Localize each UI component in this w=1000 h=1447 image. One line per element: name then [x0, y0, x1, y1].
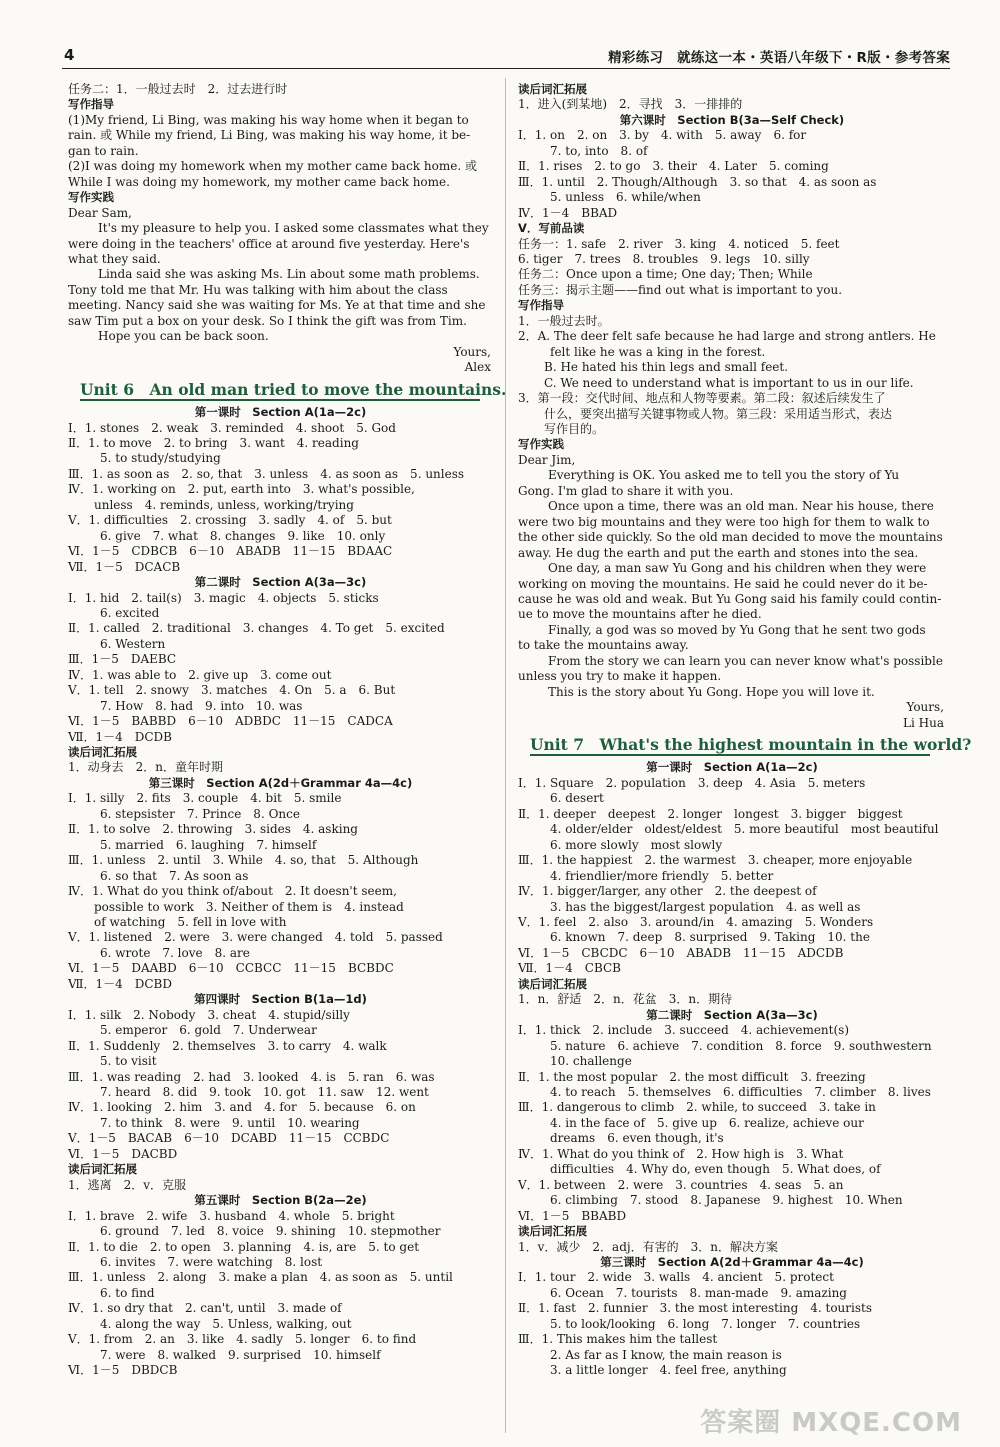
answer-line: Ⅲ．1. dangerous to climb 2. while, to succeed 3. take in — [518, 1100, 876, 1115]
answer-line: Ⅵ．1－5 CBCDC 6－10 ABADB 11－15 ADCDB — [518, 945, 844, 960]
answer-line: meeting. Nancy said she was waiting for Ms. Ye at that time and she — [68, 298, 486, 313]
answer-line: Ⅶ．1－4 CBCB — [518, 961, 621, 976]
answer-line: 1．一般过去时。 — [518, 313, 610, 328]
section-heading: 读后词汇拓展 — [68, 745, 137, 760]
answer-line: 1．n．舒适 2．n．花盆 3．n．期待 — [518, 992, 733, 1007]
answer-line: Linda said she was asking Ms. Lin about some math problems. — [98, 267, 480, 282]
answer-line: away. He dug the earth and put the earth and stones into the sea. — [518, 545, 919, 560]
section-heading: 读后词汇拓展 — [518, 976, 587, 991]
answer-line: Ⅵ．1－5 BABBD 6－10 ADBDC 11－15 CADCA — [68, 714, 393, 729]
answer-line: dreams 6. even though, it's — [550, 1131, 724, 1146]
answer-line: the other side quickly. So the old man decided to move the mountains — [518, 530, 943, 545]
answer-line: Ⅰ．1. thick 2. include 3. succeed 4. achievement(s) — [518, 1023, 850, 1038]
answer-line: 什么，要突出描写关键事物或人物。第三段：采用适当形式，表达 — [544, 406, 893, 421]
column-divider — [505, 78, 506, 1433]
answer-line: 任务一：1. safe 2. river 3. king 4. noticed 5. feet — [518, 236, 840, 251]
answer-line: Ⅲ．1－5 DAEBC — [68, 652, 177, 667]
answer-line: Ⅴ．1. between 2. were 3. countries 4. seas 5. an — [518, 1177, 844, 1192]
answer-line: B. He hated his thin legs and small feet. — [544, 360, 789, 375]
section-heading: 写作指导 — [518, 298, 564, 313]
answer-line: 6. give 7. what 8. changes 9. like 10. only — [100, 528, 386, 543]
answer-line: 7. were 8. walked 9. surprised 10. himself — [100, 1347, 381, 1362]
answer-line: Ⅲ．1. the happiest 2. the warmest 3. cheaper, more enjoyable — [518, 853, 913, 868]
answer-line: Ⅳ．1－4 BBAD — [518, 205, 618, 220]
answer-line: 6. Western — [100, 636, 166, 651]
section-heading: 写作实践 — [68, 190, 114, 205]
answer-line: Hope you can be back soon. — [98, 329, 269, 344]
page-number: 4 — [64, 46, 75, 64]
answer-line: Everything is OK. You asked me to tell you the story of Yu — [548, 468, 900, 483]
section-heading: 读后词汇拓展 — [518, 1224, 587, 1239]
section-heading: 写作指导 — [68, 97, 114, 112]
answer-line: Ⅴ．1. listened 2. were 3. were changed 4. told 5. passed — [68, 930, 443, 945]
answer-line: difficulties 4. Why do, even though 5. What does, of — [550, 1162, 881, 1177]
answer-line: 5. unless 6. while/when — [550, 190, 701, 205]
unit-heading: Unit 6 An old man tried to move the mountains. — [80, 382, 480, 401]
answer-line: 4. in the face of 5. give up 6. realize, achieve our — [550, 1115, 864, 1130]
answer-line: 6. ground 7. led 8. voice 9. shining 10. stepmother — [100, 1224, 441, 1239]
answer-line: Ⅳ．1. What do you think of 2. How high is 3. What — [518, 1146, 844, 1161]
answer-line: Ⅱ．1. deeper deepest 2. longer longest 3. bigger biggest — [518, 806, 903, 821]
answer-line: Ⅱ．1. to die 2. to open 3. planning 4. is, are 5. to get — [68, 1239, 420, 1254]
answer-line: Li Hua — [903, 715, 944, 730]
answer-line: From the story we can learn you can never know what's possible — [548, 653, 943, 668]
answer-line: felt like he was a king in the forest. — [550, 344, 766, 359]
answer-line: Ⅲ．1. This makes him the tallest — [518, 1332, 718, 1347]
answer-line: 任务三：揭示主题——find out what is important to you. — [518, 282, 843, 297]
answer-line: 5. nature 6. achieve 7. condition 8. force 9. southwestern — [550, 1038, 932, 1053]
watermark-logo: 答案圈 MXQE.COM — [700, 1408, 962, 1438]
answer-line: 6. wrote 7. love 8. are — [100, 945, 250, 960]
answer-line: Ⅳ．1. What do you think of/about 2. It doesn't seem, — [68, 884, 397, 899]
answer-line: Ⅱ．1. rises 2. to go 3. their 4. Later 5. coming — [518, 159, 829, 174]
answer-line: Ⅳ．1. looking 2. him 3. and 4. for 5. because 6. on — [68, 1100, 416, 1115]
unit-heading: Unit 7 What's the highest mountain in the world? — [530, 737, 930, 756]
answer-line: It's my pleasure to help you. I asked some classmates what they — [98, 221, 489, 236]
answer-line: Ⅲ．1. unless 2. along 3. make a plan 4. as soon as 5. until — [68, 1270, 453, 1285]
answer-line: Ⅵ．1－5 DAABD 6－10 CCBCC 11－15 BCBDC — [68, 961, 394, 976]
lesson-heading: 第六课时 Section B(3a—Self Check) — [619, 112, 845, 127]
answer-line: 5. to study/studying — [100, 451, 221, 466]
answer-line: Ⅰ．1. silk 2. Nobody 3. cheat 4. stupid/silly — [68, 1007, 350, 1022]
answer-line: Ⅰ．1. stones 2. weak 3. reminded 4. shoot 5. God — [68, 420, 396, 435]
page-header — [0, 0, 1000, 70]
answer-line: 3．第一段：交代时间、地点和人物等要素。第二段：叙述后续发生了 — [518, 391, 886, 406]
answer-line: (2)I was doing my homework when my mother came back home. 或 — [68, 159, 477, 174]
answer-line: Once upon a time, there was an old man. Near his house, there — [548, 499, 934, 514]
answer-line: 4. along the way 5. Unless, walking, out — [100, 1316, 352, 1331]
answer-line: of watching 5. fell in love with — [94, 915, 287, 930]
answer-line: unless you try to make it happen. — [518, 669, 722, 684]
answer-line: 2．A. The deer felt safe because he had large and strong antlers. He — [518, 329, 936, 344]
answer-line: Ⅲ．1. as soon as 2. so, that 3. unless 4. as soon as 5. unless — [68, 466, 465, 481]
answer-line: 10. challenge — [550, 1054, 632, 1069]
answer-line: Ⅴ．1. difficulties 2. crossing 3. sadly 4. of 5. but — [68, 513, 392, 528]
answer-line: what they said. — [68, 251, 161, 266]
answer-line: Ⅰ．1. hid 2. tail(s) 3. magic 4. objects 5. sticks — [68, 590, 379, 605]
answer-line: 7. to, into 8. of — [550, 143, 648, 158]
answer-line: While I was doing my homework, my mother came back home. — [68, 174, 450, 189]
answer-line: Ⅳ．1. working on 2. put, earth into 3. what's possible, — [68, 482, 415, 497]
answer-line: 1．进入(到某地) 2．寻找 3．一排排的 — [518, 97, 743, 112]
answer-line: Tony told me that Mr. Hu was talking with him about the class — [68, 282, 448, 297]
answer-line: 5. emperor 6. gold 7. Underwear — [100, 1023, 317, 1038]
section-heading: 读后词汇拓展 — [68, 1162, 137, 1177]
answer-line: possible to work 3. Neither of them is 4. instead — [94, 899, 404, 914]
answer-line: 5. to visit — [100, 1054, 157, 1069]
answer-line: were two big mountains and they were too high for them to walk to — [518, 514, 930, 529]
answer-line: 7. How 8. had 9. into 10. was — [100, 698, 303, 713]
answer-line: 6. so that 7. As soon as — [100, 868, 249, 883]
answer-line: 7. heard 8. did 9. took 10. got 11. saw 12. went — [100, 1085, 429, 1099]
answer-line: 6. excited — [100, 605, 160, 620]
answer-line: 6. climbing 7. stood 8. Japanese 9. highest 10. When — [550, 1193, 903, 1208]
answer-line: ue to move the mountains after he died. — [518, 607, 762, 622]
lesson-heading: 第二课时 Section A(3a—3c) — [194, 575, 367, 590]
answer-line: Ⅵ．1－5 BBABD — [518, 1208, 627, 1223]
answer-line: Yours, — [453, 344, 491, 359]
answer-line: working on moving the mountains. He said he could never do it be- — [518, 576, 928, 591]
answer-line: 4. friendlier/more friendly 5. better — [550, 868, 774, 883]
answer-line: 6. desert — [550, 791, 604, 806]
answer-line: Dear Jim, — [518, 452, 576, 467]
section-heading: Ⅴ．写前品读 — [518, 221, 585, 236]
answer-line: Ⅱ．1. to move 2. to bring 3. want 4. reading — [68, 435, 359, 450]
answer-line: 任务二：Once upon a time; One day; Then; While — [518, 267, 813, 282]
answer-line: rain. 或 While my friend, Li Bing, was making his way home, it be- — [68, 128, 471, 143]
answer-line: Ⅱ．1. fast 2. funnier 3. the most interesting 4. tourists — [518, 1301, 873, 1316]
lesson-heading: 第三课时 Section A(2d＋Grammar 4a—4c) — [600, 1254, 864, 1269]
answer-line: gan to rain. — [68, 143, 139, 158]
answer-line: Ⅲ．1. until 2. Though/Although 3. so that 4. as soon as — [518, 174, 877, 189]
answer-line: Yours, — [906, 700, 944, 715]
answer-line: This is the story about Yu Gong. Hope you will love it. — [548, 684, 875, 699]
answer-line: Ⅰ．1. silly 2. fits 3. couple 4. bit 5. smile — [68, 791, 342, 806]
answer-line: Ⅶ．1－5 DCACB — [68, 559, 181, 574]
answer-line: Ⅳ．1. bigger/larger, any other 2. the deepest of — [518, 884, 817, 899]
answer-line: Ⅲ．1. was reading 2. had 3. looked 4. is 5. ran 6. was — [68, 1069, 435, 1084]
answer-line: 4. older/elder oldest/eldest 5. more beautiful most beautiful — [550, 822, 939, 837]
answer-line: One day, a man saw Yu Gong and his children when they were — [548, 561, 927, 576]
answer-line: Ⅳ．1. so dry that 2. can't, until 3. made of — [68, 1301, 342, 1316]
right-column — [518, 82, 972, 1379]
answer-line: 6. invites 7. were watching 8. lost — [100, 1254, 323, 1269]
answer-line: Ⅰ．1. Square 2. population 3. deep 4. Asia 5. meters — [518, 775, 866, 790]
answer-line: Ⅵ．1－5 DBDCB — [68, 1363, 178, 1378]
answer-line: Ⅲ．1. unless 2. until 3. While 4. so, that 5. Although — [68, 853, 419, 868]
answer-line: 6. tiger 7. trees 8. troubles 9. legs 10. silly — [518, 251, 810, 266]
lesson-heading: 第五课时 Section B(2a—2e) — [194, 1193, 367, 1208]
answer-line: 2. As far as I know, the main reason is — [550, 1347, 782, 1362]
answer-line: Ⅴ．1. tell 2. snowy 3. matches 4. On 5. a 6. But — [68, 683, 396, 698]
answer-line: Finally, a god was so moved by Yu Gong that he sent two gods — [548, 622, 926, 637]
lesson-heading: 第四课时 Section B(1a—1d) — [194, 992, 367, 1007]
answer-line: 6. more slowly most slowly — [550, 837, 723, 852]
answer-line: to take the mountains away. — [518, 638, 689, 653]
answer-line: saw Tim put a box on your desk. So I think the gift was from Tim. — [68, 313, 467, 328]
answer-line: 任务二：1．一般过去时 2．过去进行时 — [68, 82, 288, 96]
answer-line: 1．动身去 2．n．童年时期 — [68, 760, 223, 775]
answer-line: Ⅳ．1. was able to 2. give up 3. come out — [68, 667, 332, 682]
answer-line: 3. has the biggest/largest population 4. as well as — [550, 899, 861, 914]
answer-line: Alex — [464, 360, 491, 375]
answer-line: 7. to think 8. were 9. until 10. wearing — [100, 1115, 360, 1130]
answer-line: Ⅵ．1－5 DACBD — [68, 1146, 178, 1161]
answer-line: Ⅱ．1. to solve 2. throwing 3. sides 4. asking — [68, 822, 358, 837]
answer-line: Ⅴ．1. from 2. an 3. like 4. sadly 5. longer 6. to find — [68, 1332, 417, 1347]
header-rule — [62, 68, 950, 69]
answer-line: Ⅰ．1. on 2. on 3. by 4. with 5. away 6. for — [518, 128, 807, 143]
answer-line: cause he was old and weak. But Yu Gong said his family could contin- — [518, 591, 942, 606]
answer-line: Ⅱ．1. called 2. traditional 3. changes 4. To get 5. excited — [68, 621, 445, 636]
lesson-heading: 第一课时 Section A(1a—2c) — [646, 760, 818, 775]
answer-line: 3. a little longer 4. feel free, anything — [550, 1363, 787, 1378]
answer-line: Ⅶ．1－4 DCDB — [68, 729, 172, 744]
answer-line: 写作目的。 — [544, 421, 605, 436]
left-column — [68, 82, 507, 1379]
answer-line: Ⅰ．1. tour 2. wide 3. walls 4. ancient 5. protect — [518, 1270, 834, 1285]
answer-line: Ⅴ．1. feel 2. also 3. around/in 4. amazing 5. Wonders — [518, 915, 874, 930]
answer-line: Gong. I'm glad to share it with you. — [518, 483, 734, 498]
answer-line: Ⅴ．1－5 BACAB 6－10 DCABD 11－15 CCBDC — [68, 1131, 390, 1146]
answer-line: Ⅵ．1－5 CDBCB 6－10 ABADB 11－15 BDAAC — [68, 544, 393, 559]
answer-line: 6. known 7. deep 8. surprised 9. Taking 10. the — [550, 930, 870, 945]
section-heading: 写作实践 — [518, 437, 564, 452]
answer-line: 6. stepsister 7. Prince 8. Once — [100, 806, 300, 821]
answer-line: unless 4. reminds, unless, working/trying — [94, 497, 354, 512]
answer-line: were doing in the teachers' office at around five yesterday. Here's — [68, 236, 470, 251]
answer-line: Ⅱ．1. Suddenly 2. themselves 3. to carry 4. walk — [68, 1038, 387, 1053]
answer-line: 5. to look/looking 6. long 7. longer 7. countries — [550, 1316, 861, 1331]
answer-line: Ⅶ．1－4 DCBD — [68, 976, 172, 991]
answer-line: 4. to reach 5. themselves 6. difficulties 7. climber 8. lives — [550, 1085, 931, 1099]
lesson-heading: 第二课时 Section A(3a—3c) — [646, 1007, 818, 1022]
section-heading: 读后词汇拓展 — [518, 82, 587, 96]
answer-line: 1．v．减少 2．adj．有害的 3．n．解决方案 — [518, 1239, 778, 1254]
answer-line: (1)My friend, Li Bing, was making his way home when it began to — [68, 112, 469, 127]
answer-line: 6. to find — [100, 1285, 155, 1300]
lesson-heading: 第三课时 Section A(2d＋Grammar 4a—4c) — [148, 775, 413, 790]
answer-line: 1．逃离 2．v．克服 — [68, 1177, 187, 1192]
answer-line: Dear Sam, — [68, 205, 132, 220]
answer-line: Ⅱ．1. the most popular 2. the most difficult 3. freezing — [518, 1069, 866, 1084]
running-title: 精彩练习 就练这一本・英语八年级下・R版・参考答案 — [608, 50, 950, 66]
lesson-heading: 第一课时 Section A(1a—2c) — [194, 405, 367, 420]
answer-line: 5. married 6. laughing 7. himself — [100, 837, 317, 852]
answer-line: 6. Ocean 7. tourists 8. man-made 9. amazing — [550, 1285, 847, 1300]
answer-line: C. We need to understand what is important to us in our life. — [544, 375, 914, 390]
answer-line: Ⅰ．1. brave 2. wife 3. husband 4. whole 5. bright — [68, 1208, 395, 1223]
